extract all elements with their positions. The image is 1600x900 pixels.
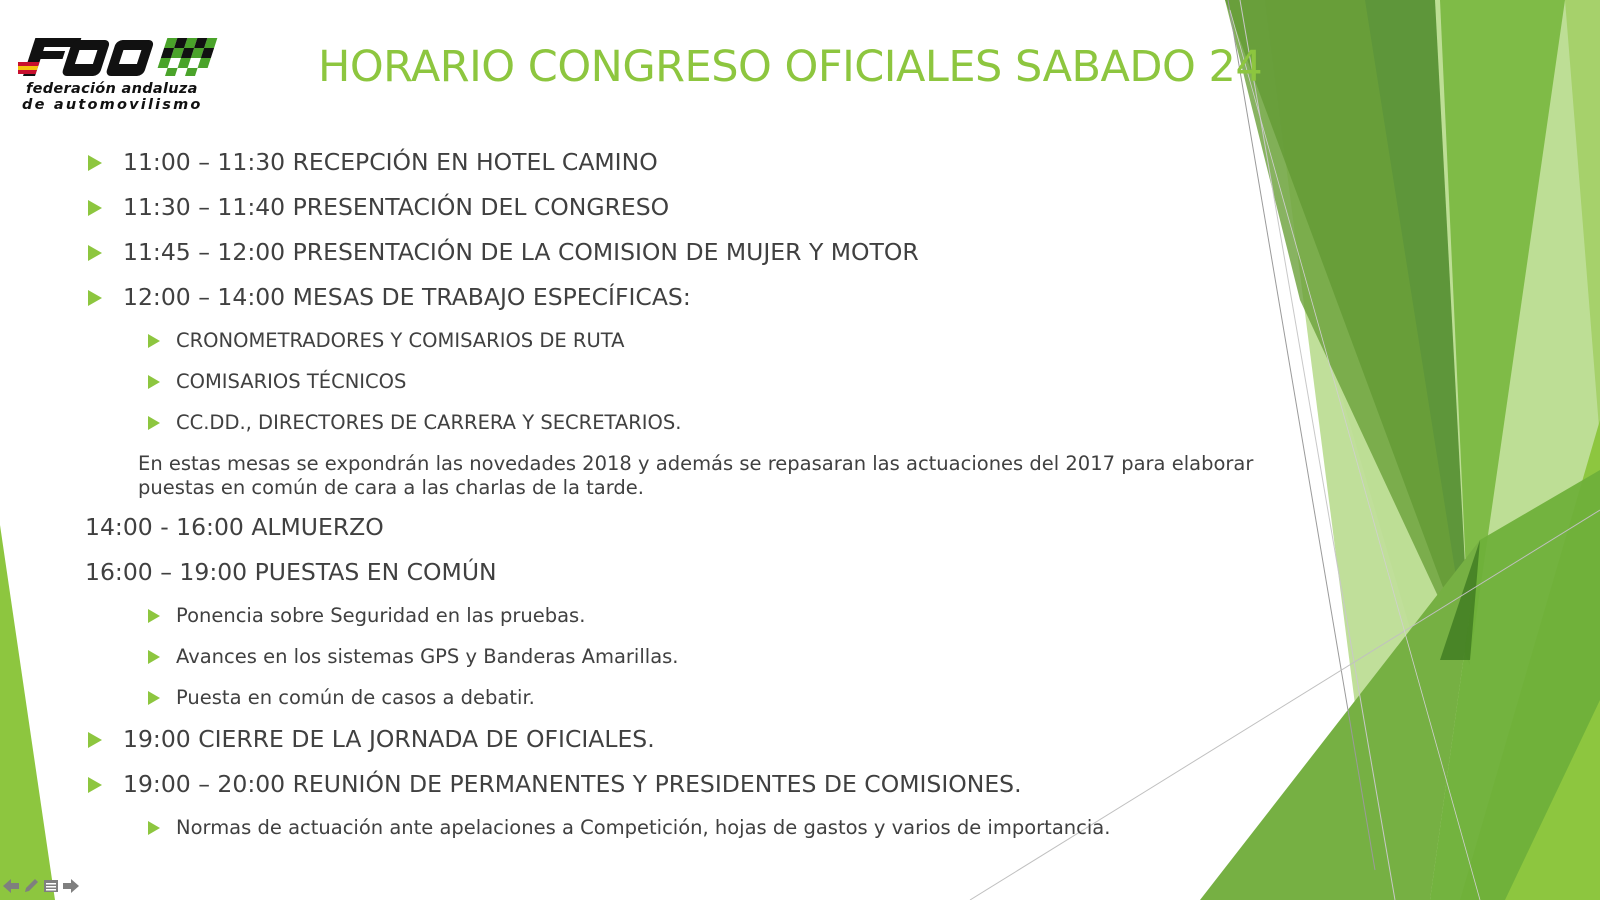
bullet-arrow-icon xyxy=(88,777,102,793)
reunion-item-text: Normas de actuación ante apelaciones a Competición, hojas de gastos y varios de importancia. xyxy=(176,816,1111,839)
faa-logo-mark xyxy=(18,36,238,82)
puestas-item-text: Avances en los sistemas GPS y Banderas Amarillas. xyxy=(176,645,679,668)
puestas-item-text: Ponencia sobre Seguridad en las pruebas. xyxy=(176,604,586,627)
schedule-item-text: 19:00 CIERRE DE LA JORNADA DE OFICIALES. xyxy=(123,725,655,753)
arrow-left-icon xyxy=(3,879,19,893)
bullet-arrow-icon xyxy=(88,245,102,261)
schedule-item-text: 11:00 – 11:30 RECEPCIÓN EN HOTEL CAMINO xyxy=(123,148,658,176)
bullet-arrow-icon xyxy=(148,691,160,705)
mesas-note: En estas mesas se expondrán las novedades 2018 y además se repasaran las actuaciones del 2017 para elaborar puestas en común de cara a las charlas de la tarde. xyxy=(138,452,1254,499)
previous-slide-button[interactable] xyxy=(2,877,20,895)
arrow-right-icon xyxy=(63,879,79,893)
logo-line-1: federación andaluza xyxy=(26,81,198,97)
mesa-item-text: CRONOMETRADORES Y COMISARIOS DE RUTA xyxy=(176,329,625,352)
puestas-item-text: Puesta en común de casos a debatir. xyxy=(176,686,535,709)
pen-tool-button[interactable] xyxy=(22,877,40,895)
slide-menu-button[interactable] xyxy=(42,877,60,895)
puestas-heading: 16:00 – 19:00 PUESTAS EN COMÚN xyxy=(85,558,497,586)
bullet-arrow-icon xyxy=(148,375,160,389)
logo-line-2: de automovilismo xyxy=(22,97,203,113)
bullet-arrow-icon xyxy=(148,334,160,348)
bullet-arrow-icon xyxy=(148,650,160,664)
mesa-item-text: COMISARIOS TÉCNICOS xyxy=(176,370,407,393)
bullet-arrow-icon xyxy=(88,155,102,171)
slide-menu-icon xyxy=(43,879,59,893)
schedule-item-text: 11:30 – 11:40 PRESENTACIÓN DEL CONGRESO xyxy=(123,193,670,221)
almuerzo-line: 14:00 - 16:00 ALMUERZO xyxy=(85,513,384,541)
next-slide-button[interactable] xyxy=(62,877,80,895)
bullet-arrow-icon xyxy=(148,609,160,623)
faa-logo xyxy=(18,36,238,120)
schedule-item-text: 11:45 – 12:00 PRESENTACIÓN DE LA COMISION DE MUJER Y MOTOR xyxy=(123,238,919,266)
bullet-arrow-icon xyxy=(88,200,102,216)
mesa-item-text: CC.DD., DIRECTORES DE CARRERA Y SECRETARIOS. xyxy=(176,411,682,434)
bullet-arrow-icon xyxy=(88,732,102,748)
bullet-arrow-icon xyxy=(148,821,160,835)
slide-title: HORARIO CONGRESO OFICIALES SABADO 24 xyxy=(318,42,1263,92)
schedule-item-text: 12:00 – 14:00 MESAS DE TRABAJO ESPECÍFICAS: xyxy=(123,283,691,311)
schedule-item-text: 19:00 – 20:00 REUNIÓN DE PERMANENTES Y PRESIDENTES DE COMISIONES. xyxy=(123,770,1022,798)
bullet-arrow-icon xyxy=(88,290,102,306)
slideshow-controls xyxy=(2,876,80,896)
bullet-arrow-icon xyxy=(148,416,160,430)
left-green-sliver xyxy=(0,525,55,900)
pen-icon xyxy=(23,878,39,894)
